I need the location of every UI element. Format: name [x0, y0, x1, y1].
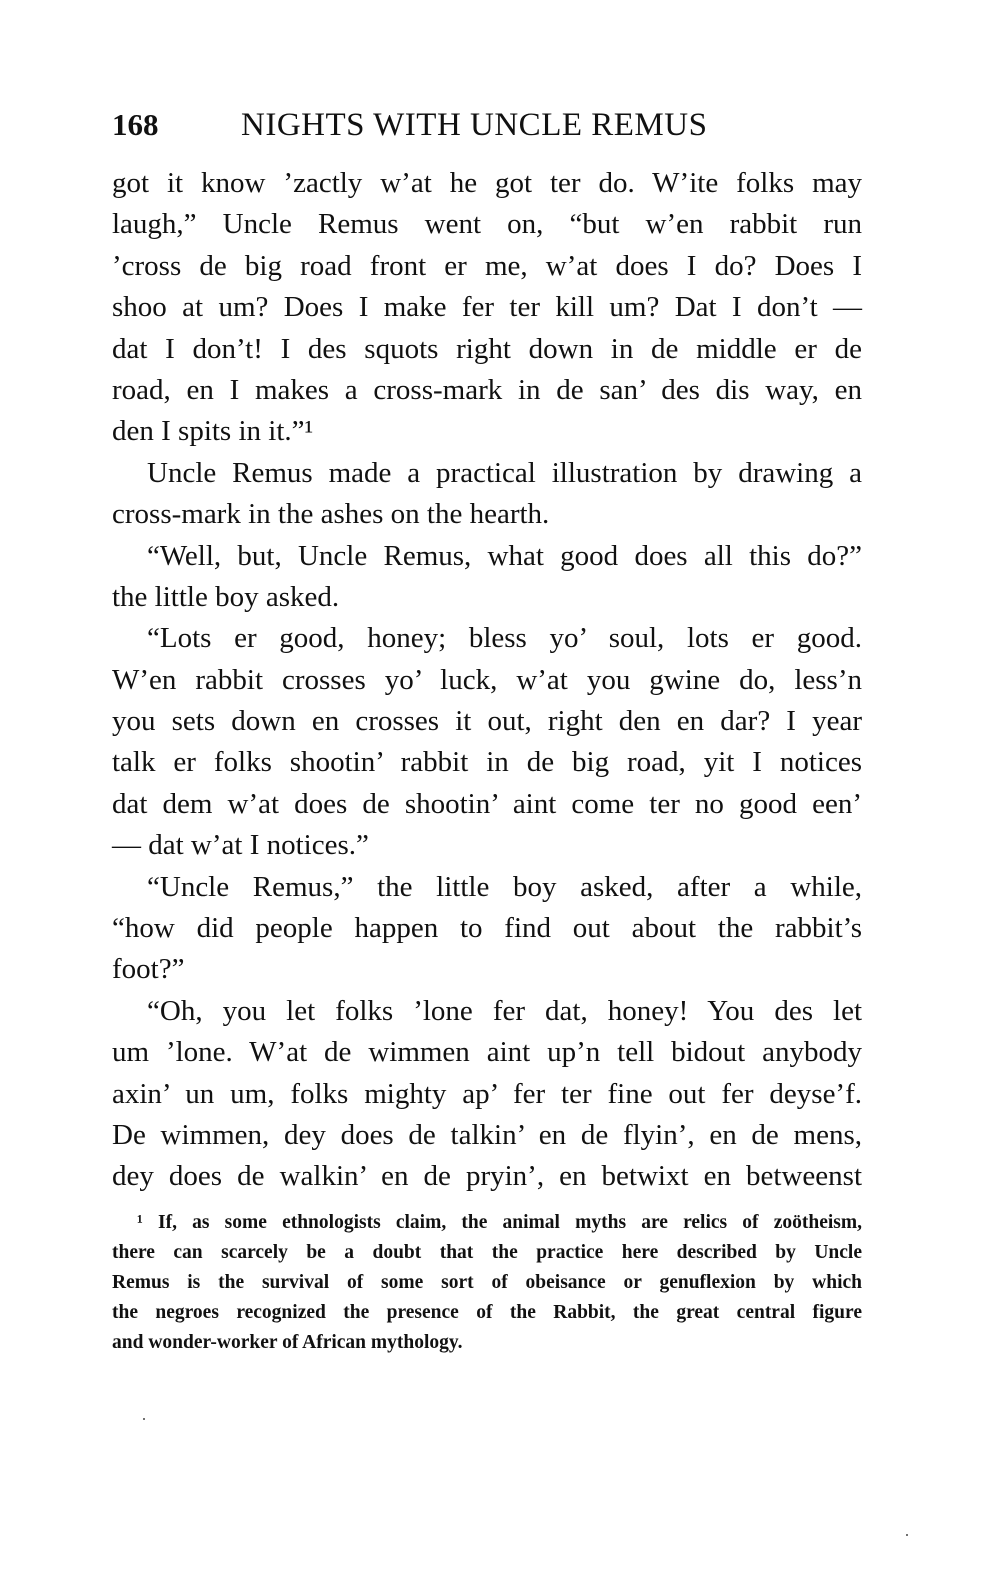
- body-text: [112, 163, 862, 1198]
- text-line: you sets down en crosses it out, right den en dar? I year: [112, 705, 862, 738]
- footnote-line: the negroes recognized the presence of the Rabbit, the great central figure: [112, 1302, 862, 1323]
- scan-speck: [906, 1534, 908, 1536]
- footnote-line: there can scarcely be a doubt that the practice here described by Uncle: [112, 1242, 862, 1263]
- text-line: “Well, but, Uncle Remus, what good does all this do?”: [147, 539, 862, 572]
- text-line: cross-mark in the ashes on the hearth.: [112, 498, 550, 531]
- running-title: NIGHTS WITH UNCLE REMUS: [241, 107, 708, 143]
- text-line: got it know ’zactly w’at he got ter do. W’ite folks may: [112, 167, 862, 199]
- text-line: “Oh, you let folks ’lone fer dat, honey! You des let: [147, 994, 862, 1027]
- text-line: W’en rabbit crosses yo’ luck, w’at you gwine do, less’n: [112, 663, 862, 696]
- text-line: axin’ un um, folks mighty ap’ fer ter fine out fer deyse’f.: [112, 1077, 862, 1110]
- text-line: laugh,” Uncle Remus went on, “but w’en rabbit run: [112, 208, 862, 241]
- text-line: um ’lone. W’at de wimmen aint up’n tell bidout anybody: [112, 1036, 862, 1069]
- text-line: “Lots er good, honey; bless yo’ soul, lots er good.: [147, 622, 862, 655]
- text-line: dat I don’t! I des squots right down in de middle er de: [112, 332, 862, 365]
- text-line: dat dem w’at does de shootin’ aint come ter no good een’: [112, 787, 862, 820]
- text-line: shoo at um? Does I make fer ter kill um? Dat I don’t —: [112, 291, 862, 324]
- footnote-line: Remus is the survival of some sort of obeisance or genuflexion by which: [112, 1272, 862, 1293]
- page-number: 168: [112, 107, 159, 142]
- text-line: “Uncle Remus,” the little boy asked, after a while,: [147, 870, 862, 903]
- text-line: den I spits in it.”¹: [112, 415, 314, 448]
- text-line: — dat w’at I notices.”: [112, 829, 369, 862]
- text-line: talk er folks shootin’ rabbit in de big road, yit I notices: [112, 746, 862, 779]
- text-line: Uncle Remus made a practical illustration by drawing a: [147, 456, 862, 489]
- page-header: [112, 100, 862, 150]
- scan-speck: [143, 1418, 145, 1420]
- text-line: ’cross de big road front er me, w’at does I do? Does I: [112, 249, 862, 282]
- text-line: road, en I makes a cross-mark in de san’ des dis way, en: [112, 373, 862, 406]
- text-line: foot?”: [112, 953, 185, 986]
- text-line: the little boy asked.: [112, 580, 340, 613]
- text-line: “how did people happen to find out about the rabbit’s: [112, 912, 862, 945]
- text-line: De wimmen, dey does de talkin’ en de flyin’, en de mens,: [112, 1118, 862, 1151]
- footnote-line: and wonder-worker of African mythology.: [112, 1332, 463, 1353]
- footnote: [112, 1208, 862, 1358]
- text-line: dey does de walkin’ en de pryin’, en betwixt en betweenst: [112, 1160, 862, 1193]
- footnote-line: ¹ If, as some ethnologists claim, the animal myths are relics of zoötheism,: [137, 1212, 862, 1233]
